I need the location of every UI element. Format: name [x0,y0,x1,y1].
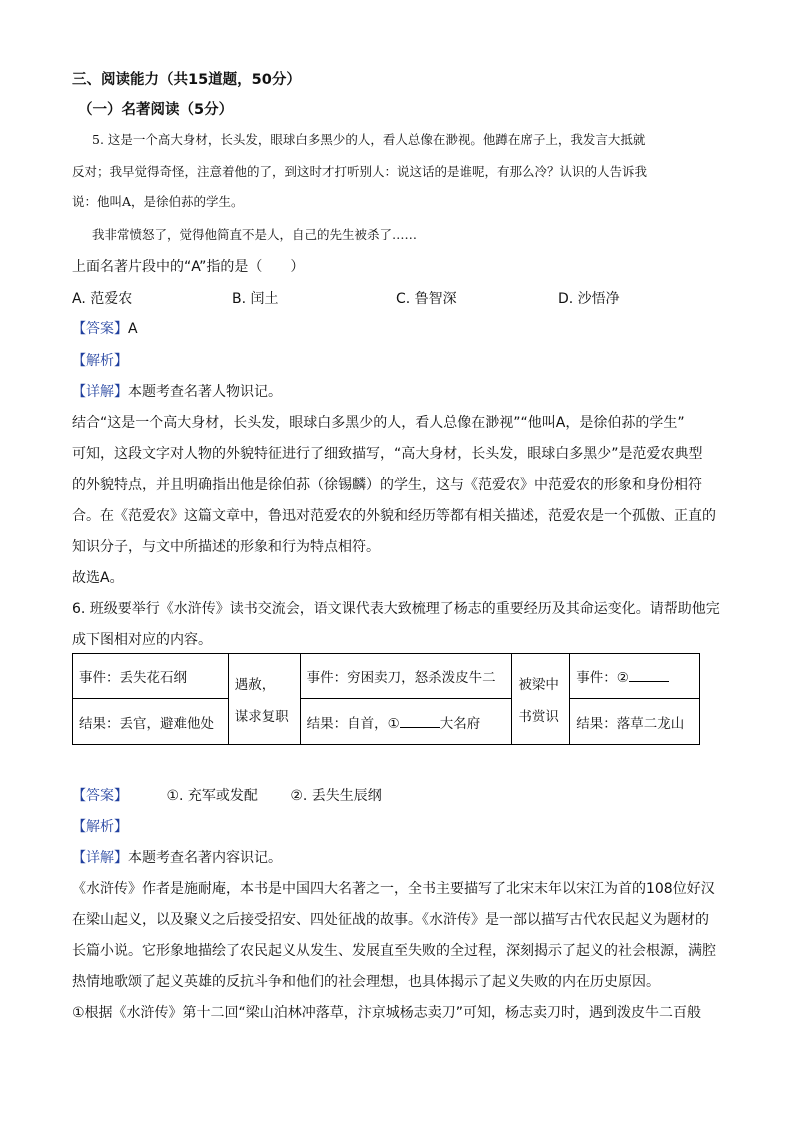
event-cell [570,654,700,699]
event-table [72,653,700,745]
conclusion: 故选A。 [72,570,124,586]
detail-intro: 本题考查名著人物识记。 [128,384,282,400]
explanation-line: 知识分子，与文中所描述的形象和行为特点相符。 [72,539,380,555]
link-text: 遇赦， [234,677,276,693]
explanation-line: ①根据《水浒传》第十二回“梁山泊林冲落草，汴京城杨志卖刀”可知，杨志卖刀时，遇到泼皮牛二百般 [72,1005,702,1021]
event-cell: 事件：丢失花石纲 [73,654,229,699]
explanation-line: 热情地歌颂了起义英雄的反抗斗争和他们的社会理想，也具体揭示了起义失败的内在历史原因。 [72,974,660,990]
analysis-label: 【解析】 [72,353,128,369]
answer-value: A [128,321,138,337]
detail-row [72,847,282,867]
option-b: B. 闰土 [232,291,279,307]
passage-line: 我非常愤怒了，觉得他简直不是人，自己的先生被杀了…… [92,227,418,242]
link-cell [512,654,570,745]
answer-item-1: ①. 充军或发配 [166,788,258,804]
event-prefix: 事件：② [576,670,629,686]
option-a: A. 范爱农 [72,291,133,307]
passage-line: 反对；我早觉得奇怪，注意着他的了，到这时才打听别人：说这话的是谁呢，有那么冷？认识的人告诉我 [72,164,648,179]
subsection-title: （一）名著阅读（5分） [78,102,234,118]
link-text: 书赏识 [518,709,559,725]
blank-1[interactable] [400,715,440,728]
answer-row [72,785,382,805]
explanation-line: 《水浒传》作者是施耐庵，本书是中国四大名著之一，全书主要描写了北宋末年以宋江为首的108位好汉 [72,881,715,897]
link-cell [228,654,300,745]
question-stem: 成下图相对应的内容。 [72,632,212,648]
explanation-line: 结合“这是一个高大身材，长头发，眼球白多黑少的人，看人总像在渺视”“他叫A，是徐伯荪的学生” [72,415,685,431]
link-text: 被梁中 [518,677,559,693]
blank-2[interactable] [629,669,669,682]
event-cell: 事件：穷困卖刀，怒杀泼皮牛二 [300,654,512,699]
analysis-label: 【解析】 [72,819,128,835]
explanation-line: 长篇小说。它形象地描绘了农民起义从发生、发展直至失败的全过程，深刻揭示了起义的社会根源，满腔 [72,943,716,959]
answer-label: 【答案】 [72,788,128,804]
answer-label: 【答案】 [72,321,128,337]
explanation-line: 在梁山起义，以及聚义之后接受招安、四处征战的故事。《水浒传》是一部以描写古代农民起义为题材的 [72,912,709,928]
detail-label: 【详解】 [72,384,128,400]
passage-line: 说：他叫A，是徐伯荪的学生。 [72,194,244,209]
question-stem: 6. 班级要举行《水浒传》读书交流会，语文课代表大致梳理了杨志的重要经历及其命运变化。请帮助他完 [72,601,720,617]
passage-line: 5. 这是一个高大身材，长头发，眼球白多黑少的人，看人总像在渺视。他蹲在席子上，我发言大抵就 [92,132,646,147]
result-cell: 结果：丢官，避难他处 [73,699,229,745]
link-text: 谋求复职 [234,709,289,725]
question-stem: 上面名著片段中的“A”指的是（ ） [72,259,305,275]
answer-item-2: ②. 丢失生辰纲 [290,788,382,804]
explanation-line: 合。在《范爱农》这篇文章中，鲁迅对范爱农的外貌和经历等都有相关描述，范爱农是一个孤傲、正直的 [72,508,716,524]
result-prefix: 结果：自首，① [306,715,400,732]
answer-row [72,318,138,338]
result-cell [300,699,512,745]
explanation-line: 可知，这段文字对人物的外貌特征进行了细致描写，“高大身材，长头发，眼球白多黑少”是范爱农典型 [72,446,703,462]
section-title: 三、阅读能力（共15道题，50分） [72,72,301,88]
detail-label: 【详解】 [72,850,128,866]
detail-row [72,381,282,401]
option-c: C. 鲁智深 [396,291,457,307]
detail-intro: 本题考查名著内容识记。 [128,850,282,866]
result-suffix: 大名府 [439,715,481,732]
option-d: D. 沙悟净 [558,291,620,307]
result-cell: 结果：落草二龙山 [570,699,700,745]
explanation-line: 的外貌特点，并且明确指出他是徐伯荪（徐锡麟）的学生，这与《范爱农》中范爱农的形象和身份相符 [72,477,702,493]
